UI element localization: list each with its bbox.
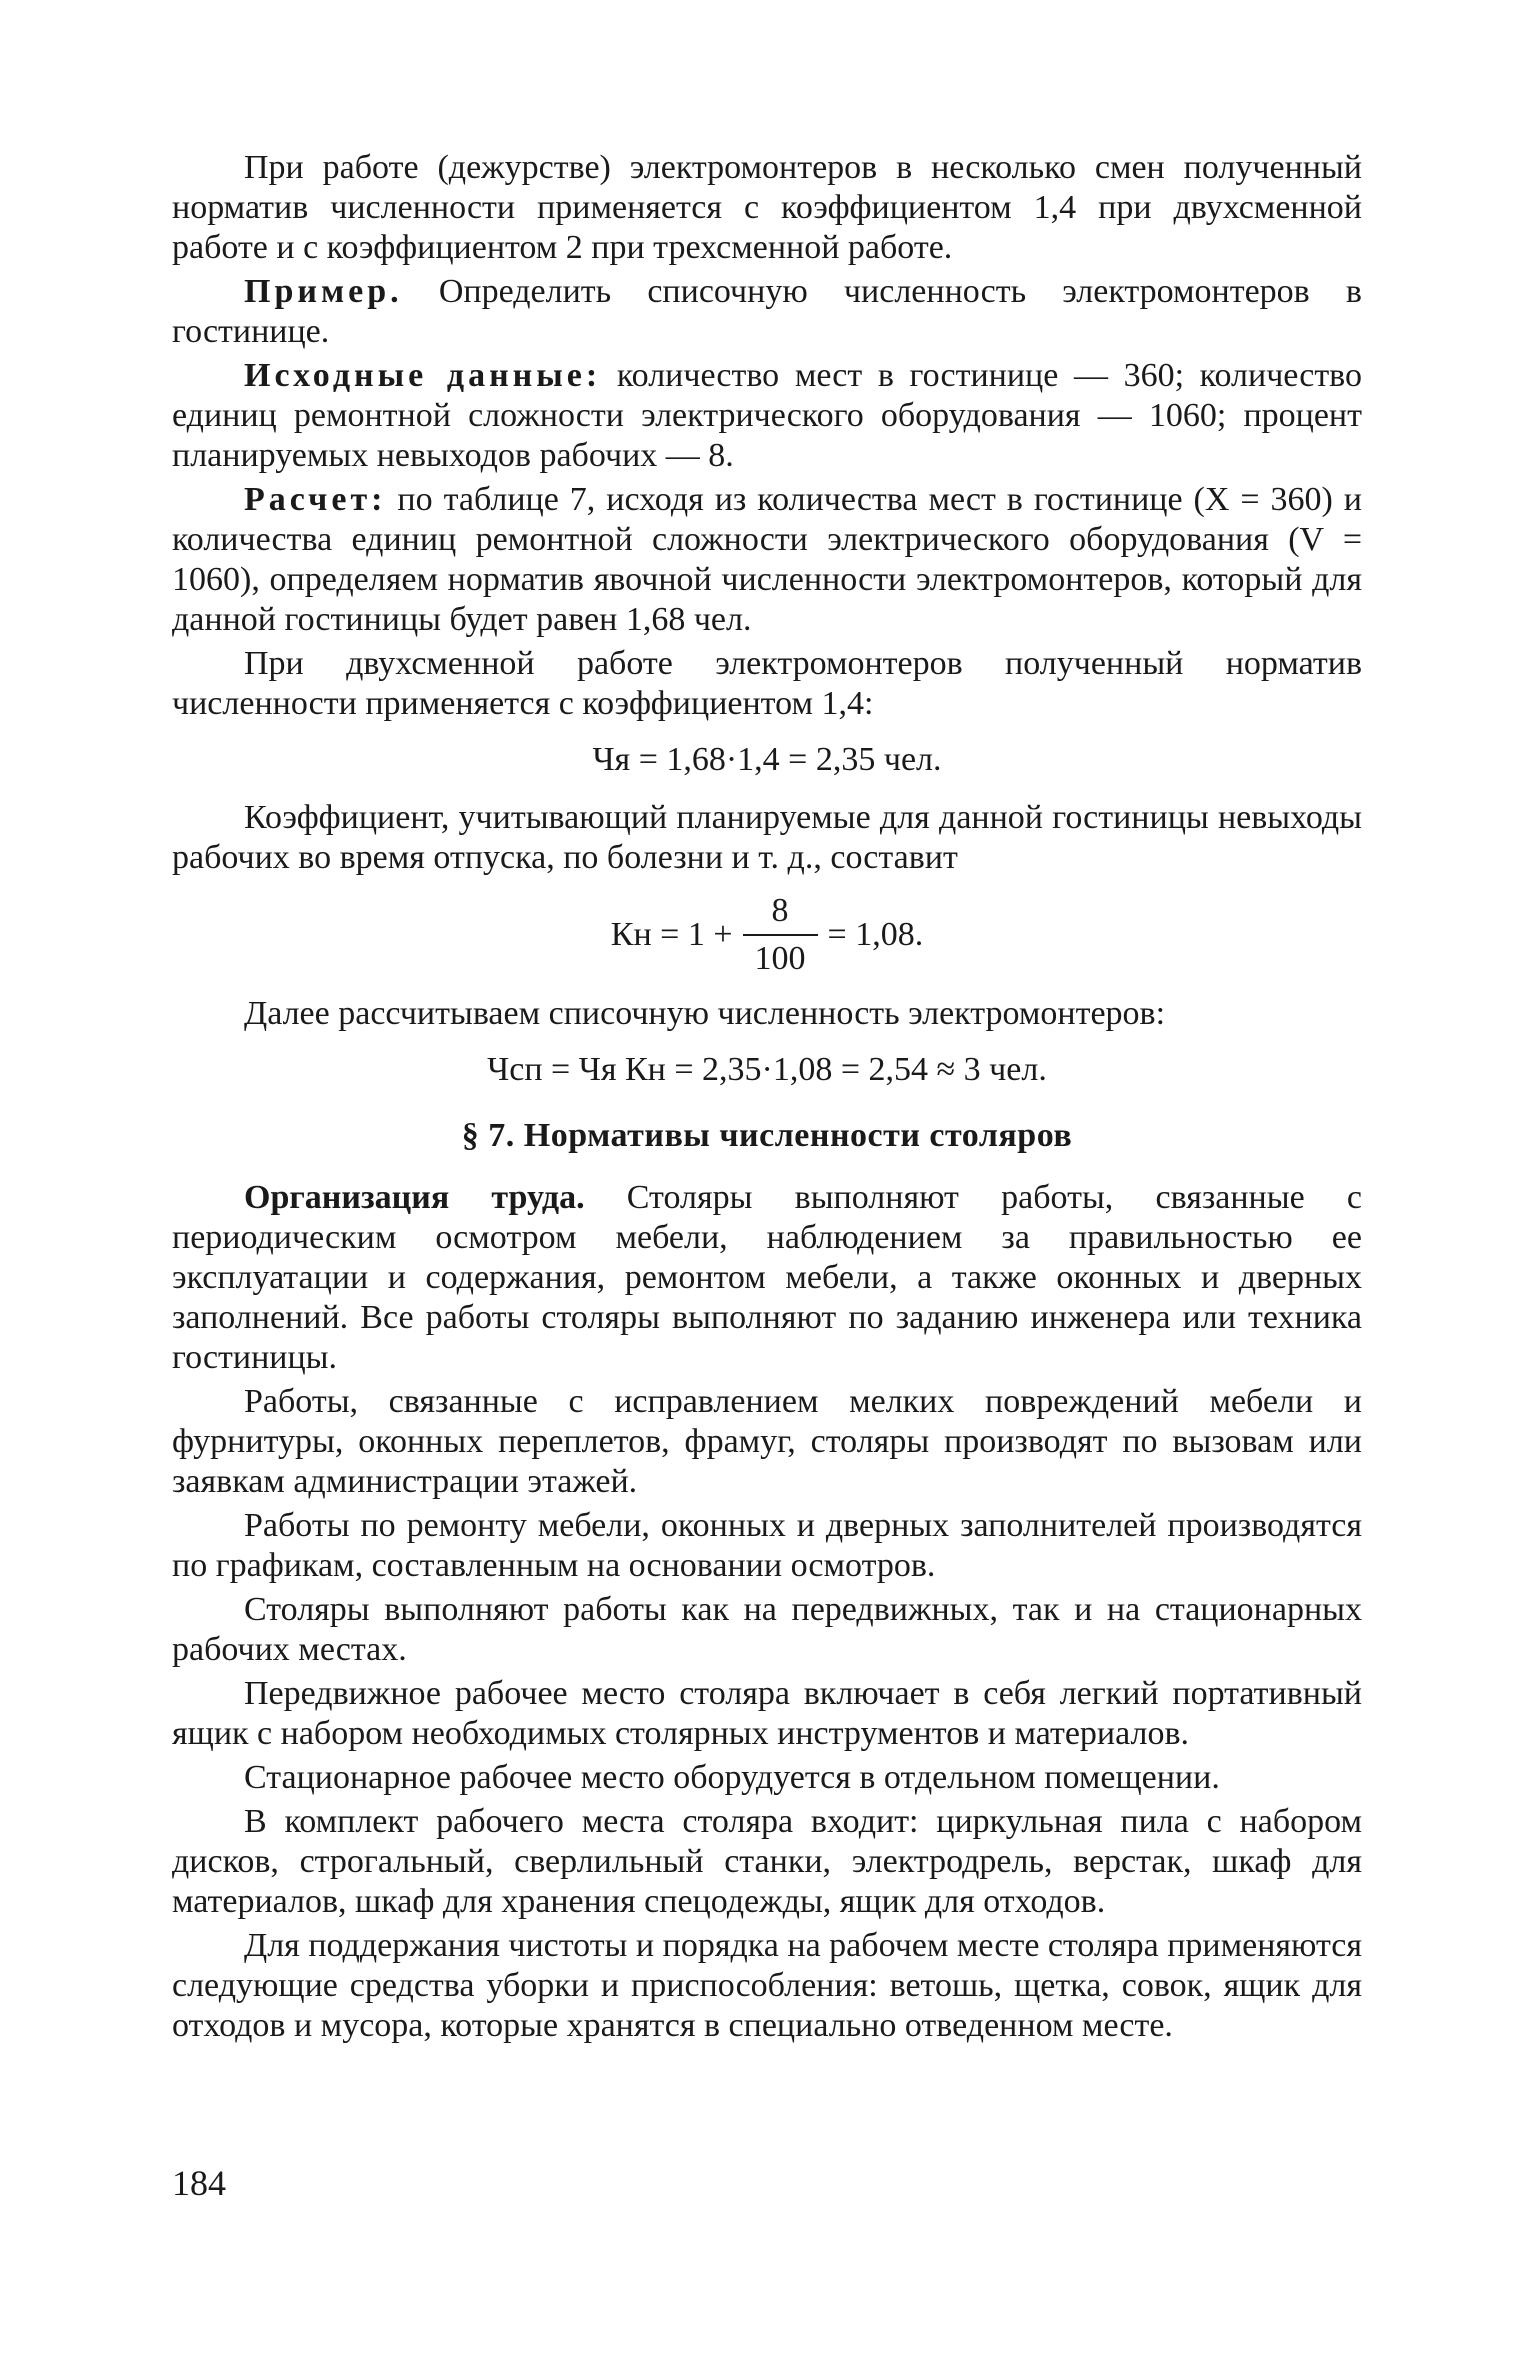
paragraph-stationary-workplace: Стационарное рабочее место оборудуется в отдельном помещении. [244, 1759, 1220, 1796]
paragraph-repairs-on-call: Работы, связанные с исправлением мелких повреждений мебели и фурнитуры, оконных переплетов, фрамуг, столяры производят по вызовам или заявкам администрации этажей. [172, 1383, 1362, 1500]
formula-absence-coefficient [172, 892, 1362, 978]
fraction-denominator: 100 [743, 934, 818, 978]
section-heading: § 7. Нормативы численности столяров [461, 1117, 1073, 1154]
paragraph-shift-work: При работе (дежурстве) электромонтеров в несколько смен полученный норматив численности применяется с коэффициентом 1,4 при двухсменной работе и с коэффициентом 2 при трехсменной работе. [172, 149, 1362, 266]
example-text: Определить списочную численность электромонтеров в гостинице. [172, 273, 1362, 350]
paragraph-input-data [172, 356, 1362, 476]
paragraph-calculation [172, 480, 1362, 640]
calculation-label: Расчет: [244, 481, 387, 518]
paragraph-coefficient: Коэффициент, учитывающий планируемые для данной гостиницы невыходы рабочих во время отпуска, по болезни и т. д., составит [172, 799, 1362, 876]
paragraph-payroll-count: Далее рассчитываем списочную численность электромонтеров: [244, 995, 1166, 1032]
formula-coefficient-right: = 1,08. [827, 916, 924, 953]
paragraph-workplaces: Столяры выполняют работы как на передвижных, так и на стационарных рабочих местах. [172, 1591, 1362, 1668]
page-body [172, 148, 1362, 2046]
calculation-text: по таблице 7, исходя из количества мест в гостинице (X = 360) и количества единиц ремонтной сложности электрического оборудования (V = 1060), определяем норматив явочной численности электромонтеров, который для данной гостиницы будет равен 1,68 чел. [172, 481, 1362, 638]
paragraph-two-shift: При двухсменной работе электромонтеров полученный норматив численности применяется с коэффициентом 1,4: [172, 645, 1362, 722]
example-label: Пример. [244, 273, 403, 310]
labor-organization-label: Организация труда. [244, 1179, 585, 1216]
fraction [743, 892, 818, 978]
paragraph-cleanliness: Для поддержания чистоты и порядка на рабочем месте столяра применяются следующие средства уборки и приспособления: ветошь, щетка, совок, ящик для отходов и мусора, которые хранятся в специально отведенном месте. [172, 1927, 1362, 2044]
labor-organization-text: Столяры выполняют работы, связанные с периодическим осмотром мебели, наблюдением за правильностью ее эксплуатации и содержания, ремонтом мебели, а также оконных и дверных заполнений. Все работы столяры выполняют по заданию инженера или техника гостиницы. [172, 1179, 1362, 1376]
input-data-text: количество мест в гостинице — 360; количество единиц ремонтной сложности электрического оборудования — 1060; процент планируемых невыходов рабочих — 8. [172, 357, 1362, 474]
paragraph-workplace-equipment: В комплект рабочего места столяра входит: циркульная пила с набором дисков, строгальный, сверлильный станки, электродрель, верстак, шкаф для материалов, шкаф для хранения спецодежды, ящик для отходов. [172, 1803, 1362, 1920]
formula-attendance-count: Чя = 1,68·1,4 = 2,35 чел. [592, 741, 942, 778]
page-number: 184 [172, 2163, 226, 2203]
paragraph-labor-organization [172, 1178, 1362, 1378]
paragraph-scheduled-repairs: Работы по ремонту мебели, оконных и дверных заполнителей производятся по графикам, составленным на основании осмотров. [172, 1507, 1362, 1584]
fraction-numerator: 8 [771, 892, 789, 929]
paragraph-example [172, 272, 1362, 352]
input-data-label: Исходные данные: [244, 357, 602, 394]
paragraph-mobile-workplace: Передвижное рабочее место столяра включает в себя легкий портативный ящик с набором необходимых столярных инструментов и материалов. [172, 1675, 1362, 1752]
formula-payroll-count: Чсп = Чя Кн = 2,35·1,08 = 2,54 ≈ 3 чел. [487, 1051, 1047, 1088]
formula-coefficient-left: Кн = 1 + [610, 916, 733, 953]
